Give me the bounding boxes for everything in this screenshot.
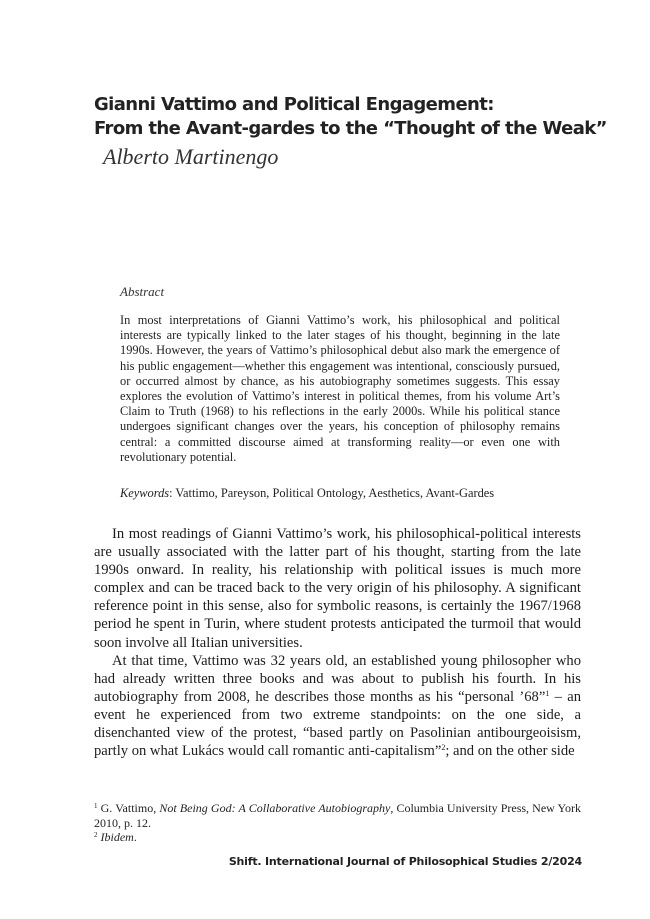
footnote-ref-1: 1 xyxy=(545,688,550,698)
journal-footer: Shift. International Journal of Philosophical Studies 2/2024 xyxy=(228,855,582,868)
body-paragraph-2-part-1: At that time, Vattimo was 32 years old, an established young philosopher who had already written three books and was about to publish his fourth. In his autobiography from 2008, he describes those months as his “personal ’68” xyxy=(94,652,581,705)
body-paragraph-1: In most readings of Gianni Vattimo’s work, his philosophical-political interests are usually associated with the latter part of his thought, starting from the late 1990s onward. In reality, his relationship with political issues is much more complex and can be traced back to the very origin of his philosophy. A significant reference point in this sense, also for symbolic reasons, is certainly the 1967/1968 period he spent in Turin, where student protests anticipated the turmoil that would soon involve all Italian universities. xyxy=(94,526,581,651)
footnote-2-end: . xyxy=(133,830,137,845)
body-paragraph-2 xyxy=(94,652,581,761)
body-paragraph-2-part-2: – an event he experienced from two extreme standpoints: on the one side, a disenchanted view of the protest, “based partly on Pasolinian antibourgeoisism, partly on what Lukács would call romantic anti-capitalism” xyxy=(94,688,581,760)
footnote-1-number: 1 xyxy=(94,802,98,810)
article-title xyxy=(94,93,614,141)
footnote-1 xyxy=(94,801,581,830)
footnote-2 xyxy=(94,830,581,845)
keywords-label: Keywords xyxy=(120,486,170,500)
footnote-2-number: 2 xyxy=(94,831,98,840)
keywords-list: : Vattimo, Pareyson, Political Ontology, Aesthetics, Avant-Gardes xyxy=(169,486,495,500)
footnotes xyxy=(94,801,581,845)
author-name: Alberto Martinengo xyxy=(103,144,279,169)
body-paragraph-2-part-3: ; and on the other side xyxy=(445,743,575,760)
abstract-text: In most interpretations of Gianni Vattimo’s work, his philosophical and political interests are typically linked to the later stages of his thought, beginning in the late 1990s. However, the years of Vattimo’s philosophical debut also mark the emergence of his public engagement—whether this engagement was intentional, consciously pursued, or occurred almost by chance, as his autobiography sometimes suggests. This essay explores the evolution of Vattimo’s interest in political themes, from his volume Art’s Claim to Truth (1968) to his reflections in the early 2000s. While his political stance undergoes significant changes over the years, his conception of philosophy remains central: a committed discourse aimed at transforming reality—or even one with revolutionary potential. xyxy=(120,313,560,464)
footnote-1-text-a: G. Vattimo, xyxy=(97,801,160,815)
article-title-line-2: From the Avant-gardes to the “Thought of the Weak” xyxy=(94,118,607,139)
footnote-ref-2: 2 xyxy=(441,743,446,753)
main-text xyxy=(94,525,581,760)
footnote-1-text-b: , Columbia University Press, New York 2010, p. 12. xyxy=(94,801,581,830)
keywords-line xyxy=(120,486,560,501)
footnote-2-text: Ibidem xyxy=(100,830,134,845)
abstract-heading: Abstract xyxy=(120,284,165,299)
footnote-1-book-title: Not Being God: A Collaborative Autobiography xyxy=(159,801,391,815)
article-title-line-1: Gianni Vattimo and Political Engagement: xyxy=(94,94,494,115)
